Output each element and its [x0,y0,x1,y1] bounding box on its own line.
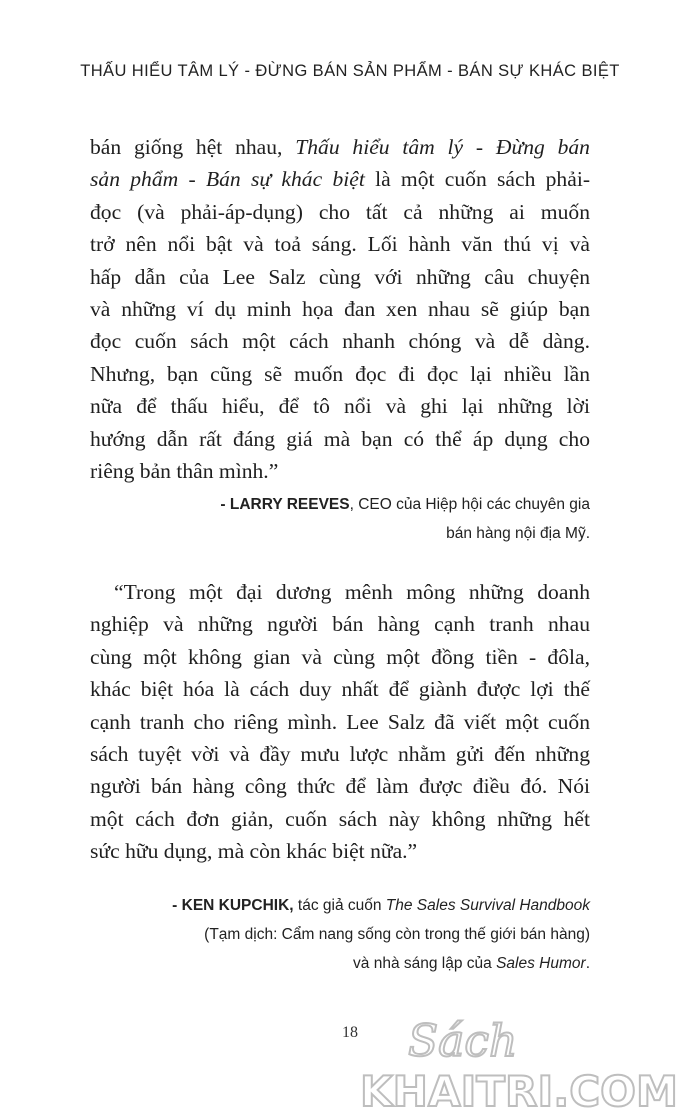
author-name: - LARRY REEVES [220,496,350,513]
quote-line: đọc (và phải-áp-dụng) cho tất cả những ai muốn [90,199,590,224]
watermark-script-text: Sách [408,1016,518,1067]
attribution-line: - KEN KUPCHIK, tác giả cuốn The Sales Survival Handbook [172,897,590,914]
quote-line: khác biệt hóa là cách duy nhất để giành được lợi thế [90,677,590,702]
quote-line: đọc cuốn sách một cách nhanh chóng và dễ dàng. [90,329,590,354]
quote-line: “Trong một đại dương mênh mông những doanh [114,580,590,604]
quote-line: một cách đơn giản, cuốn sách này không những hết [90,806,590,831]
quote-line: hướng dẫn rất đáng giá mà bạn có thể áp dụng cho [90,426,590,451]
watermark-brand-text: KHAITRI.COM [360,1067,678,1114]
quote-line: sản phẩm - Bán sự khác biệt là một cuốn sách phải- [90,167,591,192]
page-number: 18 [342,1024,358,1041]
quote-line: và những ví dụ minh họa đan xen nhau sẽ giúp bạn [90,297,590,322]
quote-line: trở nên nổi bật và toả sáng. Lối hành văn thú vị và [90,232,590,257]
quote-line: nghiệp và những người bán hàng cạnh tranh nhau [90,612,590,637]
attribution-line: bán hàng nội địa Mỹ. [446,525,590,542]
quote-line: cùng một không gian và cùng một đồng tiền - đôla, [90,644,590,669]
quote-line: nữa để thấu hiểu, để tô nổi và ghi lại những lời [90,394,590,419]
attribution-larry-reeves [90,490,590,548]
khaitri-watermark-logo [356,1008,686,1114]
quote-line: hấp dẫn của Lee Salz cùng với những câu chuyện [90,264,590,289]
book-title-italic: sản phẩm - Bán sự khác biệt [90,167,365,192]
quote-line: sức hữu dụng, mà còn khác biệt nữa.” [90,839,418,864]
attribution-line: (Tạm dịch: Cẩm nang sống còn trong thế giới bán hàng) [204,926,590,943]
quote-line: người bán hàng công thức để làm được điều đó. Nói [90,774,590,799]
attribution-line: và nhà sáng lập của Sales Humor. [353,955,590,972]
quote-ken-kupchik [90,576,590,868]
quote-line: Nhưng, bạn cũng sẽ muốn đọc đi đọc lại nhiều lần [90,361,590,386]
quote-line: sách tuyệt vời và đầy mưu lược nhằm gửi đến những [90,742,590,767]
running-header: THẤU HIỂU TÂM LÝ - ĐỪNG BÁN SẢN PHẨM - BÁN SỰ KHÁC BIỆT [80,62,620,80]
attribution-line: - LARRY REEVES, CEO của Hiệp hội các chuyên gia [220,496,590,513]
quote-line: cạnh tranh cho riêng mình. Lee Salz đã viết một cuốn [90,709,590,734]
attribution-ken-kupchik [90,891,590,978]
author-name: - KEN KUPCHIK, [172,897,294,914]
quote-line: bán giống hệt nhau, Thấu hiểu tâm lý - Đừng bán [90,135,590,159]
quote-larry-reeves [90,131,590,487]
book-title-italic: The Sales Survival Handbook [385,897,590,914]
quote-line: riêng bản thân mình.” [90,459,279,484]
book-title-italic: Thấu hiểu tâm lý - Đừng bán [295,135,590,159]
company-name-italic: Sales Humor [496,955,586,972]
